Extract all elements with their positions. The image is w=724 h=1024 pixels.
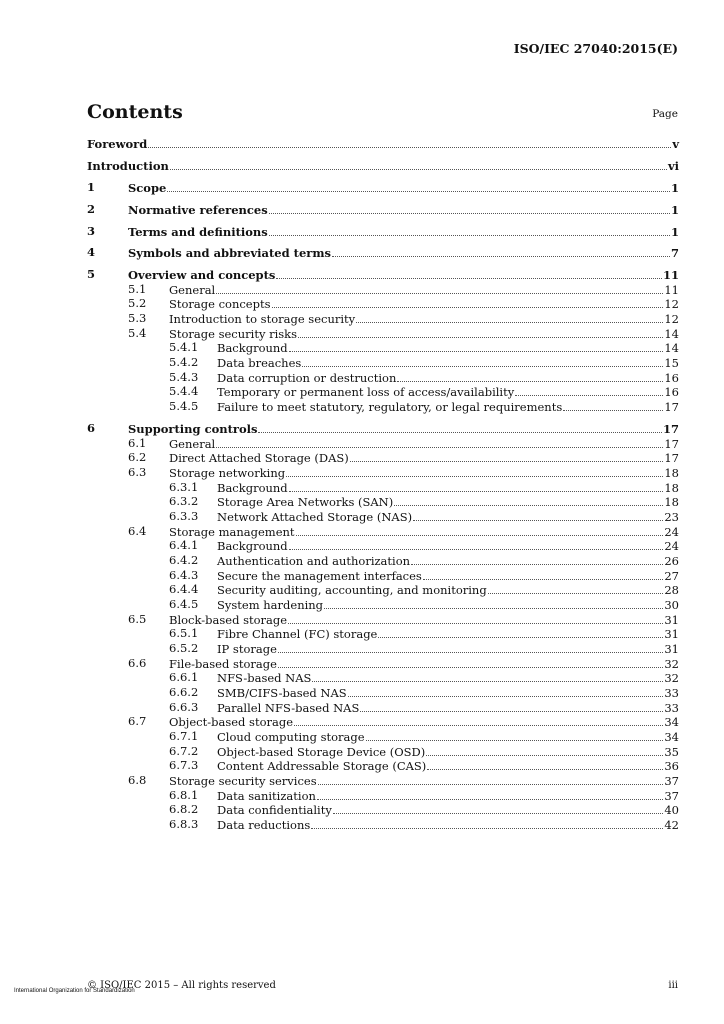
toc-entry-page: 28 xyxy=(664,583,679,597)
dot-leader xyxy=(216,292,663,294)
toc-entry-title: Background xyxy=(217,539,288,553)
dot-leader xyxy=(312,680,663,682)
toc-entry-number: 6.7.2 xyxy=(169,744,199,758)
toc-entry-title: Direct Attached Storage (DAS) xyxy=(169,451,349,465)
toc-entry[interactable] xyxy=(87,202,679,217)
dot-leader xyxy=(269,212,670,214)
toc-entry-page: 31 xyxy=(664,627,679,641)
toc-entry-number: 5.1 xyxy=(128,282,147,296)
toc-entry[interactable] xyxy=(87,267,679,282)
toc-entry-title: Block-based storage xyxy=(169,613,288,627)
toc-entry-page: 11 xyxy=(664,283,679,297)
toc-entry-title: System hardening xyxy=(217,598,324,612)
toc-entry[interactable] xyxy=(87,355,679,370)
toc-entry-page: 23 xyxy=(664,510,679,524)
toc-entry-page: 17 xyxy=(662,422,679,436)
toc-entry[interactable] xyxy=(87,311,679,326)
toc-entry-number: 6.1 xyxy=(128,436,147,450)
toc-entry-title: Content Addressable Storage (CAS) xyxy=(217,759,427,773)
dot-leader xyxy=(394,504,663,506)
toc-entry[interactable] xyxy=(87,136,679,151)
toc-entry-number: 6.4.1 xyxy=(169,538,199,552)
toc-entry-page: 7 xyxy=(670,246,679,260)
document-id: ISO/IEC 27040:2015(E) xyxy=(513,41,678,56)
toc-entry[interactable] xyxy=(87,568,679,583)
dot-leader xyxy=(269,234,670,236)
toc-entry-number: 2 xyxy=(87,202,96,216)
toc-entry-page: 18 xyxy=(664,466,679,480)
toc-entry[interactable] xyxy=(87,384,679,399)
toc-entry[interactable] xyxy=(87,700,679,715)
dot-leader xyxy=(413,519,663,521)
toc-entry[interactable] xyxy=(87,180,679,195)
dot-leader xyxy=(288,622,663,624)
toc-entry[interactable] xyxy=(87,553,679,568)
toc-entry-page: 17 xyxy=(664,400,679,414)
toc-entry-title: Data corruption or destruction xyxy=(217,371,397,385)
toc-entry[interactable] xyxy=(87,450,679,465)
toc-entry-title: Data confidentiality xyxy=(217,803,332,817)
dot-leader xyxy=(515,394,663,396)
toc-entry-title: Storage security risks xyxy=(169,327,298,341)
toc-entry[interactable] xyxy=(87,656,679,671)
toc-entry-title: Secure the management interfaces xyxy=(217,569,422,583)
toc-entry-number: 6.8.2 xyxy=(169,802,199,816)
toc-entry-title: Object-based Storage Device (OSD) xyxy=(217,745,426,759)
dot-leader xyxy=(366,739,664,741)
dot-leader xyxy=(426,754,663,756)
toc-entry-title: Failure to meet statutory, regulatory, or legal requirements xyxy=(217,400,563,414)
toc-entry[interactable] xyxy=(87,612,679,627)
toc-entry-title: Supporting controls xyxy=(128,422,258,436)
toc-entry-number: 6.7.1 xyxy=(169,729,199,743)
toc-entry-page: 26 xyxy=(664,554,679,568)
toc-entry-title: Storage networking xyxy=(169,466,286,480)
dot-leader xyxy=(276,277,662,279)
dot-leader xyxy=(348,695,664,697)
toc-entry-page: 40 xyxy=(664,803,679,817)
toc-entry-title: Data sanitization xyxy=(217,789,316,803)
dot-leader xyxy=(378,636,663,638)
toc-entry-number: 5.3 xyxy=(128,311,147,325)
toc-entry-number: 5.2 xyxy=(128,296,147,310)
toc-entry-page: 1 xyxy=(670,225,679,239)
toc-entry-number: 5.4.3 xyxy=(169,370,199,384)
toc-entry-number: 5.4.4 xyxy=(169,384,199,398)
organization-stamp: International Organization for Standardization xyxy=(14,988,135,994)
toc-entry-page: 31 xyxy=(664,642,679,656)
dot-leader xyxy=(333,812,664,814)
dot-leader xyxy=(350,460,664,462)
toc-entry-number: 6.8.3 xyxy=(169,817,199,831)
page-number: iii xyxy=(668,980,678,991)
toc-entry-title: Object-based storage xyxy=(169,715,294,729)
toc-entry-number: 6.5.2 xyxy=(169,641,199,655)
dot-leader xyxy=(563,409,663,411)
dot-leader xyxy=(289,350,664,352)
toc-entry-title: Background xyxy=(217,341,288,355)
toc-entry-number: 6.6.1 xyxy=(169,670,199,684)
copyright-notice: © ISO/IEC 2015 – All rights reserved xyxy=(87,980,276,991)
dot-leader xyxy=(148,146,671,148)
toc-entry-page: 14 xyxy=(664,341,679,355)
toc-entry-title: SMB/CIFS-based NAS xyxy=(217,686,347,700)
dot-leader xyxy=(298,336,663,338)
dot-leader xyxy=(423,578,664,580)
toc-entry-number: 5.4.1 xyxy=(169,340,199,354)
toc-entry[interactable] xyxy=(87,582,679,597)
dot-leader xyxy=(289,490,664,492)
dot-leader xyxy=(258,431,662,433)
toc-entry-page: 14 xyxy=(664,327,679,341)
toc-entry-page: vi xyxy=(667,159,679,173)
toc-entry-page: 34 xyxy=(664,730,679,744)
toc-entry-title: Foreword xyxy=(87,137,148,151)
toc-entry-title: Storage concepts xyxy=(169,297,271,311)
dot-leader xyxy=(317,798,663,800)
toc-entry[interactable] xyxy=(87,802,679,817)
toc-entry-page: v xyxy=(672,137,679,151)
toc-entry-number: 1 xyxy=(87,180,96,194)
toc-entry[interactable] xyxy=(87,758,679,773)
toc-entry-title: IP storage xyxy=(217,642,277,656)
toc-entry-title: Data breaches xyxy=(217,356,302,370)
toc-entry-page: 36 xyxy=(664,759,679,773)
toc-entry-number: 6.7 xyxy=(128,714,147,728)
dot-leader xyxy=(170,168,667,170)
toc-entry[interactable] xyxy=(87,158,679,173)
toc-entry[interactable] xyxy=(87,788,679,803)
toc-entry-title: General xyxy=(169,283,216,297)
toc-entry-page: 18 xyxy=(664,481,679,495)
toc-entry[interactable] xyxy=(87,670,679,685)
toc-entry-page: 42 xyxy=(664,818,679,832)
toc-entry-number: 3 xyxy=(87,224,96,238)
dot-leader xyxy=(397,380,663,382)
toc-entry-number: 6.8 xyxy=(128,773,147,787)
toc-entry-title: Background xyxy=(217,481,288,495)
dot-leader xyxy=(488,592,664,594)
toc-entry[interactable] xyxy=(87,626,679,641)
toc-entry-page: 37 xyxy=(664,774,679,788)
dot-leader xyxy=(427,768,663,770)
toc-entry-page: 17 xyxy=(664,437,679,451)
toc-entry-number: 6.4.4 xyxy=(169,582,199,596)
toc-entry[interactable] xyxy=(87,480,679,495)
dot-leader xyxy=(332,255,670,257)
toc-entry-page: 12 xyxy=(664,297,679,311)
toc-entry-number: 6 xyxy=(87,421,96,435)
toc-entry[interactable] xyxy=(87,224,679,239)
toc-entry-number: 5 xyxy=(87,267,96,281)
toc-entry-number: 6.2 xyxy=(128,450,147,464)
toc-entry[interactable] xyxy=(87,524,679,539)
toc-entry[interactable] xyxy=(87,744,679,759)
toc-entry-title: Cloud computing storage xyxy=(217,730,365,744)
toc-entry-title: Storage Area Networks (SAN) xyxy=(217,495,394,509)
toc-entry-page: 33 xyxy=(664,701,679,715)
toc-entry-number: 6.6.2 xyxy=(169,685,199,699)
dot-leader xyxy=(289,548,664,550)
toc-entry-number: 5.4 xyxy=(128,326,147,340)
dot-leader xyxy=(318,783,664,785)
toc-entry-number: 6.4 xyxy=(128,524,147,538)
dot-leader xyxy=(167,190,670,192)
toc-entry-page: 35 xyxy=(664,745,679,759)
toc-entry[interactable] xyxy=(87,465,679,480)
toc-entry[interactable] xyxy=(87,399,679,414)
toc-entry[interactable] xyxy=(87,597,679,612)
dot-leader xyxy=(296,534,664,536)
toc-entry[interactable] xyxy=(87,509,679,524)
toc-entry-title: File-based storage xyxy=(169,657,277,671)
page-column-label: Page xyxy=(652,108,678,120)
toc-entry-title: Network Attached Storage (NAS) xyxy=(217,510,413,524)
toc-entry-page: 16 xyxy=(664,385,679,399)
toc-entry-title: Data reductions xyxy=(217,818,311,832)
toc-entry-page: 32 xyxy=(664,671,679,685)
toc-entry-page: 1 xyxy=(670,181,679,195)
toc-entry[interactable] xyxy=(87,370,679,385)
toc-entry[interactable] xyxy=(87,773,679,788)
toc-entry[interactable] xyxy=(87,421,679,436)
toc-entry-page: 11 xyxy=(662,268,679,282)
toc-entry[interactable] xyxy=(87,538,679,553)
toc-entry[interactable] xyxy=(87,641,679,656)
toc-entry-number: 6.6.3 xyxy=(169,700,199,714)
toc-entry-page: 18 xyxy=(664,495,679,509)
toc-entry-page: 34 xyxy=(664,715,679,729)
dot-leader xyxy=(278,666,663,668)
toc-entry-title: Symbols and abbreviated terms xyxy=(128,246,331,260)
toc-entry-title: Storage security services xyxy=(169,774,317,788)
toc-entry-number: 4 xyxy=(87,245,96,259)
dot-leader xyxy=(278,651,663,653)
toc-entry-page: 12 xyxy=(664,312,679,326)
toc-entry-page: 1 xyxy=(670,203,679,217)
dot-leader xyxy=(302,365,663,367)
toc-entry-page: 33 xyxy=(664,686,679,700)
toc-entry-number: 6.6 xyxy=(128,656,147,670)
toc-entry-title: Fibre Channel (FC) storage xyxy=(217,627,378,641)
dot-leader xyxy=(272,306,664,308)
dot-leader xyxy=(324,607,663,609)
toc-entry-page: 24 xyxy=(664,539,679,553)
toc-entry-number: 6.4.2 xyxy=(169,553,199,567)
toc-entry-title: Terms and definitions xyxy=(128,225,268,239)
toc-entry[interactable] xyxy=(87,282,679,297)
toc-entry-title: Authentication and authorization xyxy=(217,554,411,568)
toc-entry-page: 27 xyxy=(664,569,679,583)
toc-entry-page: 16 xyxy=(664,371,679,385)
toc-entry-page: 31 xyxy=(664,613,679,627)
toc-entry-title: NFS-based NAS xyxy=(217,671,312,685)
toc-entry-number: 6.8.1 xyxy=(169,788,199,802)
toc-entry-number: 6.4.3 xyxy=(169,568,199,582)
toc-entry[interactable] xyxy=(87,326,679,341)
toc-entry[interactable] xyxy=(87,296,679,311)
toc-entry[interactable] xyxy=(87,436,679,451)
toc-entry-page: 37 xyxy=(664,789,679,803)
toc-entry-page: 24 xyxy=(664,525,679,539)
toc-entry-title: Temporary or permanent loss of access/availability xyxy=(217,385,515,399)
toc-entry-title: Introduction xyxy=(87,159,169,173)
toc-entry-title: Normative references xyxy=(128,203,268,217)
toc-entry-number: 6.5.1 xyxy=(169,626,199,640)
toc-entry-number: 6.3.3 xyxy=(169,509,199,523)
toc-entry-page: 17 xyxy=(664,451,679,465)
toc-entry[interactable] xyxy=(87,714,679,729)
toc-entry[interactable] xyxy=(87,729,679,744)
toc-entry-title: Parallel NFS-based NAS xyxy=(217,701,360,715)
toc-entry-page: 15 xyxy=(664,356,679,370)
dot-leader xyxy=(311,827,663,829)
toc-entry-number: 6.3.1 xyxy=(169,480,199,494)
toc-entry-number: 5.4.5 xyxy=(169,399,199,413)
toc-entry-number: 6.3 xyxy=(128,465,147,479)
dot-leader xyxy=(286,475,663,477)
toc-entry-number: 6.3.2 xyxy=(169,494,199,508)
toc-entry-title: Scope xyxy=(128,181,167,195)
toc-entry[interactable] xyxy=(87,340,679,355)
toc-entry[interactable] xyxy=(87,817,679,832)
dot-leader xyxy=(216,446,663,448)
toc-entry-page: 32 xyxy=(664,657,679,671)
toc-entry-number: 6.4.5 xyxy=(169,597,199,611)
toc-entry-number: 5.4.2 xyxy=(169,355,199,369)
toc-entry[interactable] xyxy=(87,494,679,509)
dot-leader xyxy=(294,724,663,726)
toc-entry-title: Overview and concepts xyxy=(128,268,276,282)
toc-entry-title: Introduction to storage security xyxy=(169,312,356,326)
toc-entry-number: 6.7.3 xyxy=(169,758,199,772)
dot-leader xyxy=(356,321,663,323)
dot-leader xyxy=(360,710,663,712)
toc-entry-number: 6.5 xyxy=(128,612,147,626)
toc-entry[interactable] xyxy=(87,245,679,260)
dot-leader xyxy=(411,563,663,565)
toc-entry-page: 30 xyxy=(664,598,679,612)
toc-entry[interactable] xyxy=(87,685,679,700)
contents-heading: Contents xyxy=(87,101,183,123)
toc-entry-title: General xyxy=(169,437,216,451)
toc-entry-title: Security auditing, accounting, and monitoring xyxy=(217,583,487,597)
toc-entry-title: Storage management xyxy=(169,525,295,539)
